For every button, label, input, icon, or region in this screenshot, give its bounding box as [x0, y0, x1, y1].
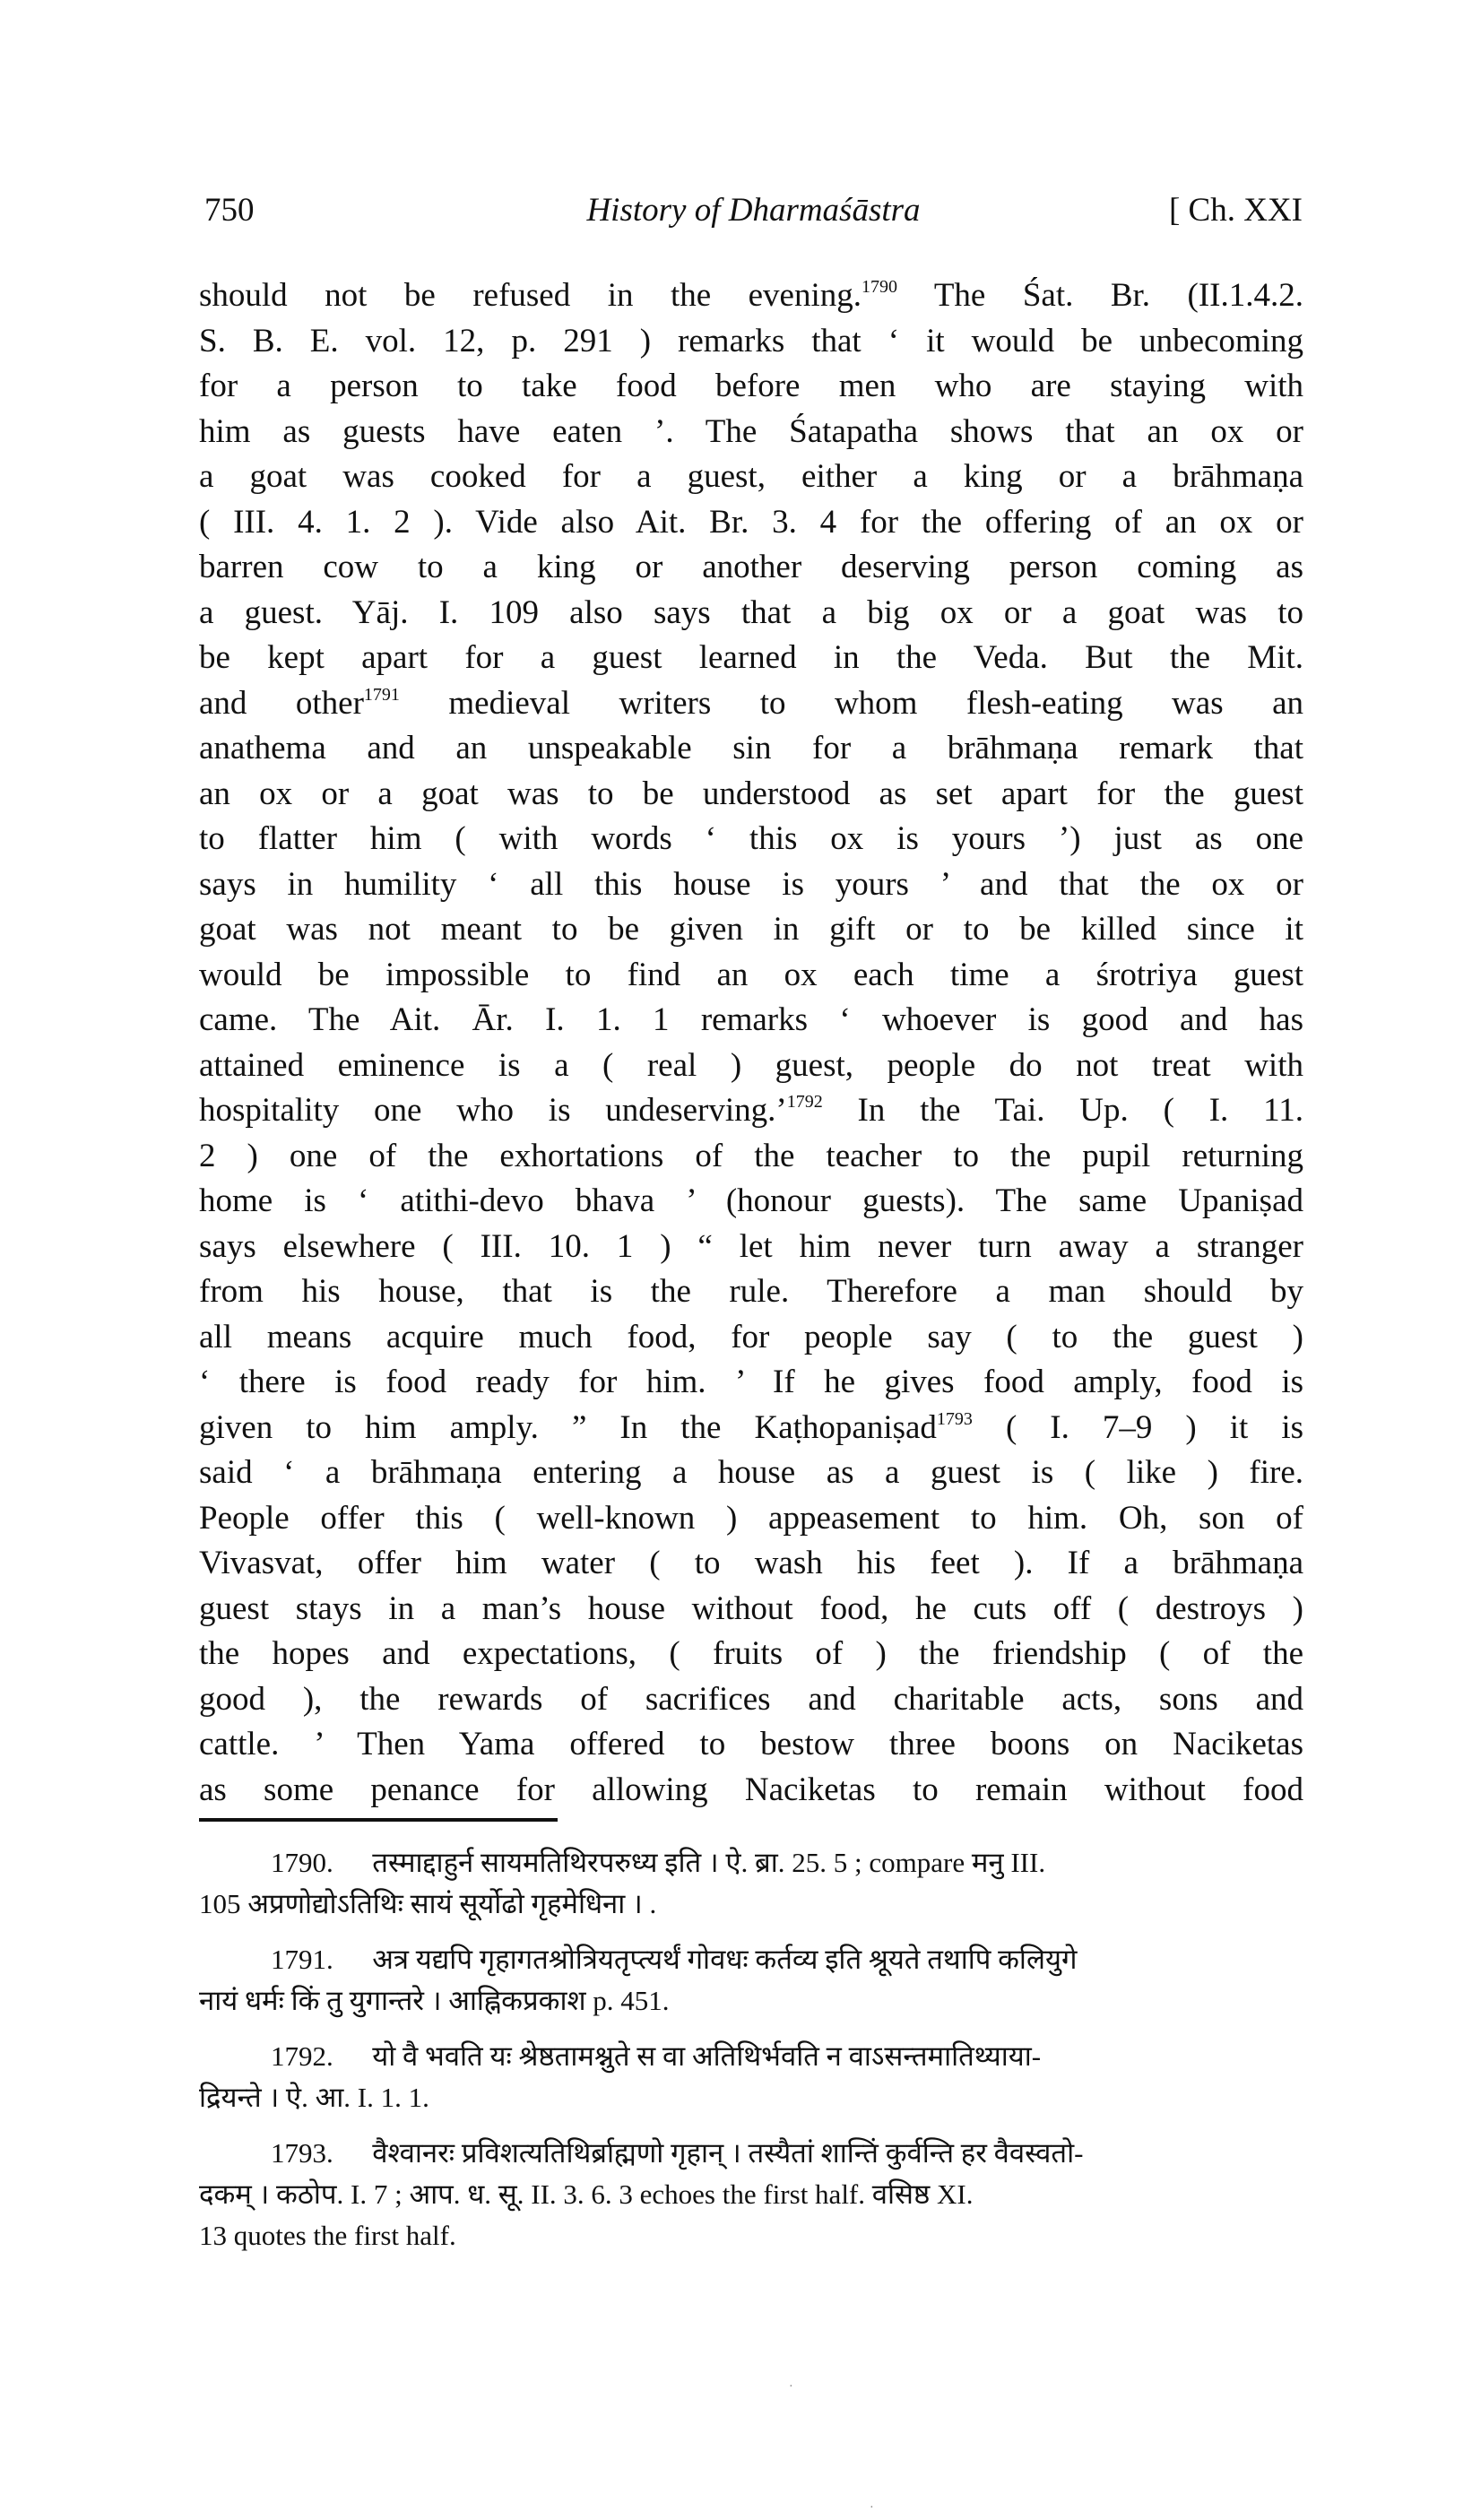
- footnote-line: [199, 1980, 1303, 2022]
- text-line: [199, 726, 1303, 772]
- text-line: [199, 500, 1303, 546]
- text-segment: the hopes and expectations, ( fruits of ) the friendship ( of the: [199, 1635, 1303, 1672]
- text-segment: said ‘ a brāhmaṇa entering a house as a guest is ( like ) fire.: [199, 1454, 1303, 1491]
- text-line: [199, 636, 1303, 681]
- text-segment: S. B. E. vol. 12, p. 291 ) remarks that ‘ it would be unbecoming: [199, 322, 1303, 359]
- text-line: [199, 1587, 1303, 1632]
- text-segment: ‘ there is food ready for him. ’ If he gives food amply, food is: [199, 1364, 1303, 1400]
- text-line: [199, 1406, 1303, 1451]
- text-line: [199, 591, 1303, 636]
- running-header: [204, 184, 1303, 238]
- text-segment: and other: [199, 684, 364, 722]
- text-segment: attained eminence is a ( real ) guest, people do not treat with: [199, 1046, 1303, 1084]
- text-segment: home is ‘ atithi-devo bhava ’ (honour guests). The same Upaniṣad: [199, 1182, 1303, 1219]
- running-title: History of Dharmaśāstra: [586, 192, 921, 229]
- text-segment: an ox or a goat was to be understood as set apart for the guest: [199, 775, 1303, 812]
- text-line: [199, 1768, 1303, 1814]
- text-line: [199, 1541, 1303, 1587]
- footnote-text: अत्र यद्यपि गृहागतश्रोत्रियतृप्त्यर्थं गोवधः कर्तव्य इति श्रूयते तथापि कलियुगे: [372, 1944, 1078, 1975]
- footnote-line: [199, 1939, 1303, 1980]
- footnote-text: द्रियन्ते । ऐ. आ. I. 1. 1.: [199, 2082, 429, 2113]
- text-line: [199, 1677, 1303, 1723]
- text-line: [199, 907, 1303, 953]
- footnote-ref: 1790: [862, 277, 898, 297]
- text-segment: anathema and an unspeakable sin for a brāhmaṇa remark that: [199, 730, 1303, 766]
- text-line: [199, 410, 1303, 455]
- footnote-line: [199, 2174, 1303, 2215]
- text-line: [199, 1179, 1303, 1225]
- text-line: [199, 953, 1303, 999]
- text-line: [199, 1134, 1303, 1180]
- footnote-number: 1791.: [271, 1944, 333, 1975]
- text-segment: Vivasvat, offer him water ( to wash his feet ). If a brāhmaṇa: [199, 1545, 1303, 1581]
- text-segment: came. The Ait. Ār. I. 1. 1 remarks ‘ whoever is good and has: [199, 1001, 1303, 1038]
- text-line: [199, 1496, 1303, 1542]
- footnote-line: [199, 2133, 1303, 2174]
- text-line: [199, 1044, 1303, 1089]
- text-segment: as some penance for allowing Naciketas to remain without food: [199, 1771, 1303, 1808]
- footnote-line: [199, 1884, 1303, 1925]
- text-segment: a goat was cooked for a guest, either a king or a brāhmaṇa: [199, 458, 1303, 495]
- footnote-line: [199, 2215, 1303, 2256]
- text-segment: barren cow to a king or another deserving person coming as: [199, 549, 1303, 585]
- text-segment: him as guests have eaten ’. The Śatapatha shows that an ox or: [199, 412, 1303, 450]
- text-segment: ( III. 4. 1. 2 ). Vide also Ait. Br. 3. 4 for the offering of an ox or: [199, 503, 1303, 541]
- footnote-number: 1790.: [271, 1847, 333, 1878]
- text-segment: says elsewhere ( III. 10. 1 ) “ let him never turn away a stranger: [199, 1227, 1303, 1265]
- footnote: [199, 2133, 1303, 2256]
- footnote-text: यो वै भवति यः श्रेष्ठतामश्नुते स वा अतिथिर्भवति न वाऽसन्तमातिथ्याया-: [372, 2040, 1042, 2072]
- text-line: [199, 1315, 1303, 1361]
- chapter-label: [ Ch. XXI: [1168, 192, 1303, 229]
- main-text: [199, 273, 1303, 1813]
- text-segment: medieval writers to whom flesh-eating was an: [399, 684, 1303, 722]
- text-line: [199, 998, 1303, 1044]
- footnote-text: 105 अप्रणोद्योऽतिथिः सायं सूर्योढो गृहमेधिना । .: [199, 1888, 657, 1919]
- text-segment: guest stays in a man’s house without food, he cuts off ( destroys ): [199, 1589, 1303, 1627]
- text-line: [199, 1360, 1303, 1406]
- text-line: [199, 1088, 1303, 1134]
- footnote-text: 13 quotes the first half.: [199, 2220, 456, 2251]
- text-segment: The Śat. Br. (II.1.4.2.: [897, 277, 1303, 314]
- text-line: [199, 1722, 1303, 1768]
- text-segment: 2 ) one of the exhortations of the teacher to the pupil returning: [199, 1137, 1303, 1174]
- footnote: [199, 1939, 1303, 2022]
- footnote-line: [199, 2077, 1303, 2118]
- footnotes: [199, 1842, 1303, 2271]
- text-segment: People offer this ( well-known ) appeasement to him. Oh, son of: [199, 1499, 1303, 1537]
- text-line: [199, 1632, 1303, 1677]
- text-segment: for a person to take food before men who are staying with: [199, 368, 1303, 404]
- footnote-text: दकम् । कठोप. I. 7 ; आप. ध. सू. II. 3. 6. 3 echoes the first half. वसिष्ठ XI.: [199, 2178, 974, 2210]
- footnote-line: [199, 1842, 1303, 1884]
- text-segment: ( I. 7–9 ) it is: [972, 1408, 1304, 1446]
- text-line: [199, 455, 1303, 500]
- scan-speck: ·: [789, 2380, 793, 2394]
- text-segment: In the Tai. Up. ( I. 11.: [822, 1092, 1303, 1129]
- page-number: 750: [204, 192, 255, 229]
- text-segment: a guest. Yāj. I. 109 also says that a big ox or a goat was to: [199, 593, 1303, 631]
- text-line: [199, 772, 1303, 818]
- footnote-text: नायं धर्मः किं तु युगान्तरे । आह्निकप्रकाश p. 451.: [199, 1985, 670, 2016]
- text-segment: says in humility ‘ all this house is yours ’ and that the ox or: [199, 865, 1303, 903]
- footnote: [199, 1842, 1303, 1925]
- footnote-number: 1793.: [271, 2137, 333, 2169]
- footnote-text: तस्माद्दाहुर्न सायमतिथिरपरुध्य इति । ऐ. ब्रा. 25. 5 ; compare मनु III.: [372, 1847, 1046, 1878]
- text-segment: hospitality one who is undeserving.’: [199, 1092, 787, 1129]
- footnote-ref: 1793: [936, 1408, 973, 1429]
- text-segment: good ), the rewards of sacrifices and charitable acts, sons and: [199, 1680, 1303, 1718]
- footnote-separator: [199, 1818, 558, 1822]
- text-line: [199, 862, 1303, 908]
- text-line: [199, 681, 1303, 727]
- text-segment: would be impossible to find an ox each time a śrotriya guest: [199, 956, 1303, 993]
- footnote-text: वैश्वानरः प्रविशत्यतिथिर्ब्राह्मणो गृहान् । तस्यैतां शान्तिं कुर्वन्ति हर वैवस्वतो-: [372, 2137, 1084, 2169]
- text-line: [199, 545, 1303, 591]
- text-segment: should not be refused in the evening.: [199, 277, 862, 314]
- text-line: [199, 364, 1303, 410]
- text-line: [199, 319, 1303, 365]
- text-segment: cattle. ’ Then Yama offered to bestow three boons on Naciketas: [199, 1726, 1303, 1762]
- scan-speck: ·: [870, 2501, 874, 2515]
- footnote-ref: 1791: [363, 684, 400, 705]
- footnote-line: [199, 2036, 1303, 2077]
- text-segment: goat was not meant to be given in gift or to be killed since it: [199, 911, 1303, 948]
- footnote: [199, 2036, 1303, 2118]
- text-line: [199, 1451, 1303, 1496]
- text-segment: all means acquire much food, for people say ( to the guest ): [199, 1318, 1303, 1355]
- text-segment: given to him amply. ” In the Kaṭhopaniṣad: [199, 1408, 937, 1446]
- footnote-number: 1792.: [271, 2040, 333, 2072]
- text-segment: to flatter him ( with words ‘ this ox is yours ’) just as one: [199, 820, 1303, 857]
- footnote-ref: 1792: [786, 1092, 823, 1112]
- text-segment: be kept apart for a guest learned in the Veda. But the Mit.: [199, 639, 1303, 676]
- text-line: [199, 1225, 1303, 1270]
- text-line: [199, 273, 1303, 319]
- text-line: [199, 817, 1303, 862]
- text-segment: from his house, that is the rule. Therefore a man should by: [199, 1273, 1303, 1310]
- text-line: [199, 1269, 1303, 1315]
